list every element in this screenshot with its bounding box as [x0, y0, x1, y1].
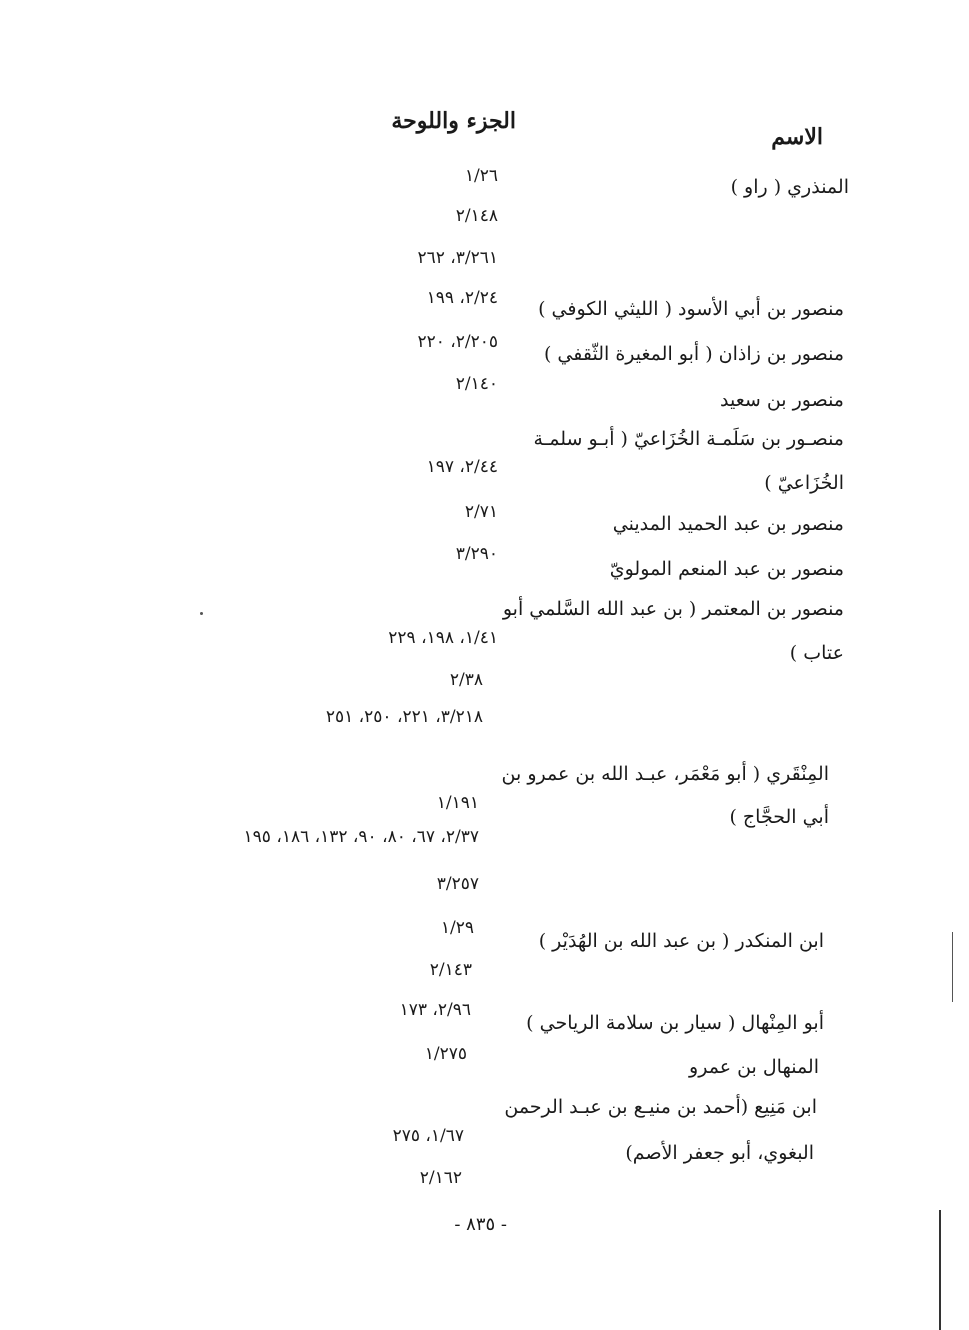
entry-reference: ٢/١٤٣	[429, 960, 472, 980]
page-number: - ٨٣٥ -	[454, 1214, 507, 1235]
entry-reference: ٣/٢٦١، ٢٦٢	[417, 248, 498, 268]
entry-name: منصور بن المعتمر ( بن عبد الله السَّلمي أبو	[502, 598, 844, 620]
entry-reference: ٢/٣٨	[449, 670, 483, 690]
entry-reference: ١/٢٦	[464, 166, 498, 186]
entry-reference: ٢/١٤٨	[455, 206, 498, 226]
scan-edge-line	[952, 932, 953, 1002]
entry-name: منصور بن عبد الحميد المديني	[612, 513, 844, 535]
entry-reference: ٢/٣٧، ٦٧، ٨٠، ٩٠، ١٣٢، ١٨٦، ١٩٥	[243, 827, 479, 847]
entry-reference: ٢/٢٤، ١٩٩	[426, 288, 498, 308]
entry-reference: ١/٤١، ١٩٨، ٢٢٩	[388, 628, 498, 648]
entry-name-continuation: البغوي، أبو جعفر الأصم)	[625, 1142, 814, 1164]
entry-reference: ٢/٩٦، ١٧٣	[399, 1000, 471, 1020]
entry-name: المنهال بن عمرو	[689, 1056, 819, 1078]
entry-name-continuation: أبي الحجَّاج )	[729, 806, 829, 828]
entry-reference: ٢/١٤٠	[455, 374, 498, 394]
entry-reference: ٣/٢٥٧	[436, 874, 479, 894]
scan-edge-line	[939, 1210, 941, 1330]
entry-reference: ١/٢٧٥	[424, 1044, 467, 1064]
entry-reference: ٢/١٦٢	[419, 1168, 462, 1188]
entry-name: المِنْقَري ( أبو مَعْمَر، عبـد الله بن عمرو بن	[501, 763, 829, 785]
reference-column-header: الجزء واللوحة	[391, 108, 516, 134]
entry-name: منصور بن زاذان ( أبو المغيرة الثّقفي )	[543, 343, 844, 365]
name-column-header: الاسم	[771, 124, 823, 150]
entry-name: ابن المنكدر ( بن عبد الله بن الهُدَيْر )	[538, 930, 824, 952]
entry-name: أبو المِنْهال ( سيار بن سلامة الرياحي )	[526, 1012, 824, 1034]
entry-name: منصـور بن سَلَمـة الخُزَاعيّ ( أبـو سلمـة	[533, 428, 844, 450]
entry-reference: ١/١٩١	[436, 793, 479, 813]
entry-name-continuation: عتاب )	[789, 642, 844, 664]
entry-reference: ٢/٤٤، ١٩٧	[426, 457, 498, 477]
entry-reference: ٣/٢١٨، ٢٢١، ٢٥٠، ٢٥١	[325, 707, 483, 727]
entry-name: المنذري ( راو )	[730, 176, 849, 198]
entry-reference: ٢/٧١	[464, 502, 498, 522]
entry-name: منصور بن عبد المنعم المولويّ	[609, 558, 844, 580]
entry-name: منصور بن سعيد	[719, 389, 844, 411]
entry-reference: ٣/٢٩٠	[455, 544, 498, 564]
entry-reference: ١/٦٧، ٢٧٥	[392, 1126, 464, 1146]
entry-name: ابن مَنِيع (أحمد بن منيـع بن عبـد الرحمن	[504, 1096, 817, 1118]
entry-name-continuation: الخُزَاعيّ )	[764, 472, 844, 494]
scan-speck	[200, 612, 203, 615]
entry-reference: ١/٢٩	[440, 918, 474, 938]
entry-reference: ٢/٢٠٥، ٢٢٠	[417, 332, 498, 352]
entry-name: منصور بن أبي الأسود ( الليثي الكوفي )	[538, 298, 844, 320]
